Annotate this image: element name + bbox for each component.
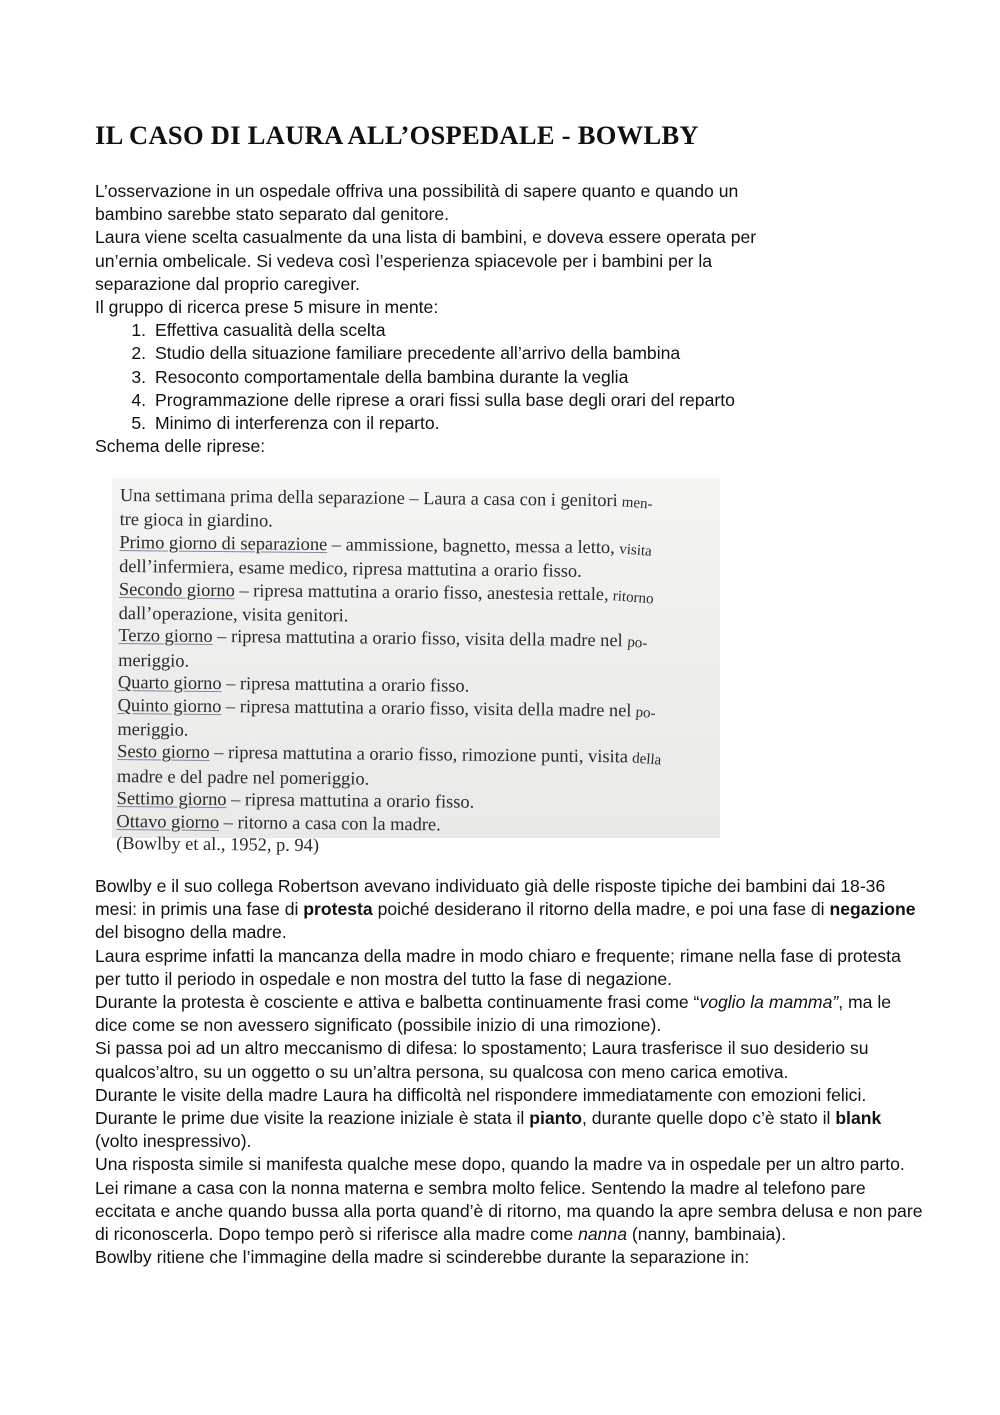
measures-list bbox=[95, 319, 925, 435]
schedule-citation: (Bowlby et al., 1952, p. 94) bbox=[116, 833, 320, 856]
list-number: 4. bbox=[131, 389, 146, 410]
list-number: 1. bbox=[131, 320, 146, 341]
body-paragraph: Bowlby e il suo collega Robertson avevano individuato già delle risposte tipiche dei bambini dai 18-36 mesi: in primis una fase di protesta poiché desiderano il ritorno della madre, e poi una fase di negazione del bisogno della madre. bbox=[95, 876, 916, 943]
bold-term: negazione bbox=[829, 899, 916, 920]
schedule-line: meriggio. bbox=[117, 719, 189, 740]
bold-term: blank bbox=[835, 1108, 882, 1129]
body-paragraph: Bowlby ritiene che l’immagine della madre si scinderebbe durante la separazione in: bbox=[95, 1247, 750, 1268]
measures-intro: Il gruppo di ricerca prese 5 misure in mente: bbox=[95, 297, 439, 318]
scanned-schedule-image bbox=[112, 478, 720, 856]
schedule-line: Primo giorno di separazione – ammissione, bagnetto, messa a letto, visita bbox=[119, 531, 653, 560]
schedule-line: tre gioca in giardino. bbox=[119, 509, 273, 532]
list-item bbox=[95, 366, 925, 389]
body-paragraph: Si passa poi ad un altro meccanismo di difesa: lo spostamento; Laura trasferisce il suo desiderio su qualcos’altro, su un oggetto o su un’altra persona, su qualcosa con meno carica emotiva. bbox=[95, 1038, 869, 1082]
schedule-line: dall’operazione, visita genitori. bbox=[118, 603, 349, 626]
schedule-line: madre e del padre nel pomeriggio. bbox=[116, 765, 370, 789]
italic-term: nanna bbox=[578, 1224, 627, 1245]
list-text: Resoconto comportamentale della bambina durante la veglia bbox=[155, 366, 629, 387]
schedule-line: Quarto giorno – ripresa mattutina a orario fisso. bbox=[117, 672, 470, 696]
text-line: un’ernia ombelicale. Si vedeva così l’esperienza spiacevole per i bambini per la bbox=[95, 250, 713, 271]
list-text: Programmazione delle riprese a orari fissi sulla base degli orari del reparto bbox=[155, 389, 735, 410]
list-item bbox=[95, 389, 925, 412]
list-number: 3. bbox=[131, 366, 146, 387]
schedule-line: meriggio. bbox=[118, 649, 190, 671]
list-number: 2. bbox=[131, 343, 146, 364]
text-line: Laura viene scelta casualmente da una lista di bambini, e doveva essere operata per bbox=[95, 227, 757, 248]
schedule-line: Una settimana prima della separazione – Laura a casa con i genitori men- bbox=[119, 484, 654, 513]
bold-term: pianto bbox=[529, 1108, 582, 1129]
list-item bbox=[95, 319, 925, 342]
text-line: separazione dal proprio caregiver. bbox=[95, 273, 361, 294]
list-item bbox=[95, 412, 925, 435]
body-paragraph: Laura esprime infatti la mancanza della madre in modo chiaro e frequente; rimane nella fase di protesta per tutto il periodo in ospedale e non mostra del tutto la fase di negazione. bbox=[95, 945, 901, 989]
schema-label: Schema delle riprese: bbox=[95, 436, 266, 457]
schedule-line: Secondo giorno – ripresa mattutina a orario fisso, anestesia rettale, ritorno bbox=[118, 578, 655, 608]
bold-term: protesta bbox=[303, 899, 373, 920]
schedule-line: Sesto giorno – ripresa mattutina a orario fisso, rimozione punti, visita della bbox=[117, 741, 663, 770]
body-section bbox=[95, 875, 925, 1269]
schedule-line: Terzo giorno – ripresa mattutina a orario fisso, visita della madre nel po- bbox=[118, 625, 648, 653]
list-number: 5. bbox=[131, 413, 146, 434]
list-item bbox=[95, 342, 925, 365]
schedule-line: Quinto giorno – ripresa mattutina a orario fisso, visita della madre nel po- bbox=[117, 694, 657, 722]
scanned-schedule-text bbox=[116, 484, 720, 861]
schedule-line: Settimo giorno – ripresa mattutina a orario fisso. bbox=[116, 788, 475, 813]
document-title: IL CASO DI LAURA ALL’OSPEDALE - BOWLBY bbox=[95, 120, 699, 150]
body-paragraph: Una risposta simile si manifesta qualche mese dopo, quando la madre va in ospedale per un altro parto. Lei rimane a casa con la nonna materna e sembra molto felice. Sentendo la madre al telefono pare eccitata e anche quando bussa alla porta quand’è di ritorno, ma quando la apre sembra delusa e non pare di riconoscerla. Dopo tempo però si riferisce alla madre come nanna (nanny, bambinaia). bbox=[95, 1154, 923, 1245]
intro-paragraph bbox=[95, 180, 925, 226]
list-text: Studio della situazione familiare precedente all’arrivo della bambina bbox=[155, 343, 681, 364]
list-text: Minimo di interferenza con il reparto. bbox=[155, 413, 440, 434]
intro-section bbox=[95, 180, 925, 458]
intro-paragraph bbox=[95, 226, 925, 296]
list-text: Effettiva casualità della scelta bbox=[155, 320, 386, 341]
body-paragraph: Durante la protesta è cosciente e attiva e balbetta continuamente frasi come “voglio la mamma”, ma le dice come se non avessero significato (possibile inizio di una rimozione). bbox=[95, 992, 892, 1036]
schedule-line: Ottavo giorno – ritorno a casa con la madre. bbox=[116, 810, 441, 835]
body-paragraph: Durante le visite della madre Laura ha difficoltà nel rispondere immediatamente con emozioni felici. Durante le prime due visite la reazione iniziale è stata il pianto, durante quelle dopo c’è stato il blank (volto inespressivo). bbox=[95, 1084, 882, 1152]
text-line: L’osservazione in un ospedale offriva una possibilità di sapere quanto e quando un bbox=[95, 181, 739, 201]
italic-quote: voglio la mamma” bbox=[699, 992, 839, 1013]
schedule-line: dell’infermiera, esame medico, ripresa mattutina a orario fisso. bbox=[119, 556, 582, 582]
text-line: bambino sarebbe stato separato dal genitore. bbox=[95, 204, 450, 225]
